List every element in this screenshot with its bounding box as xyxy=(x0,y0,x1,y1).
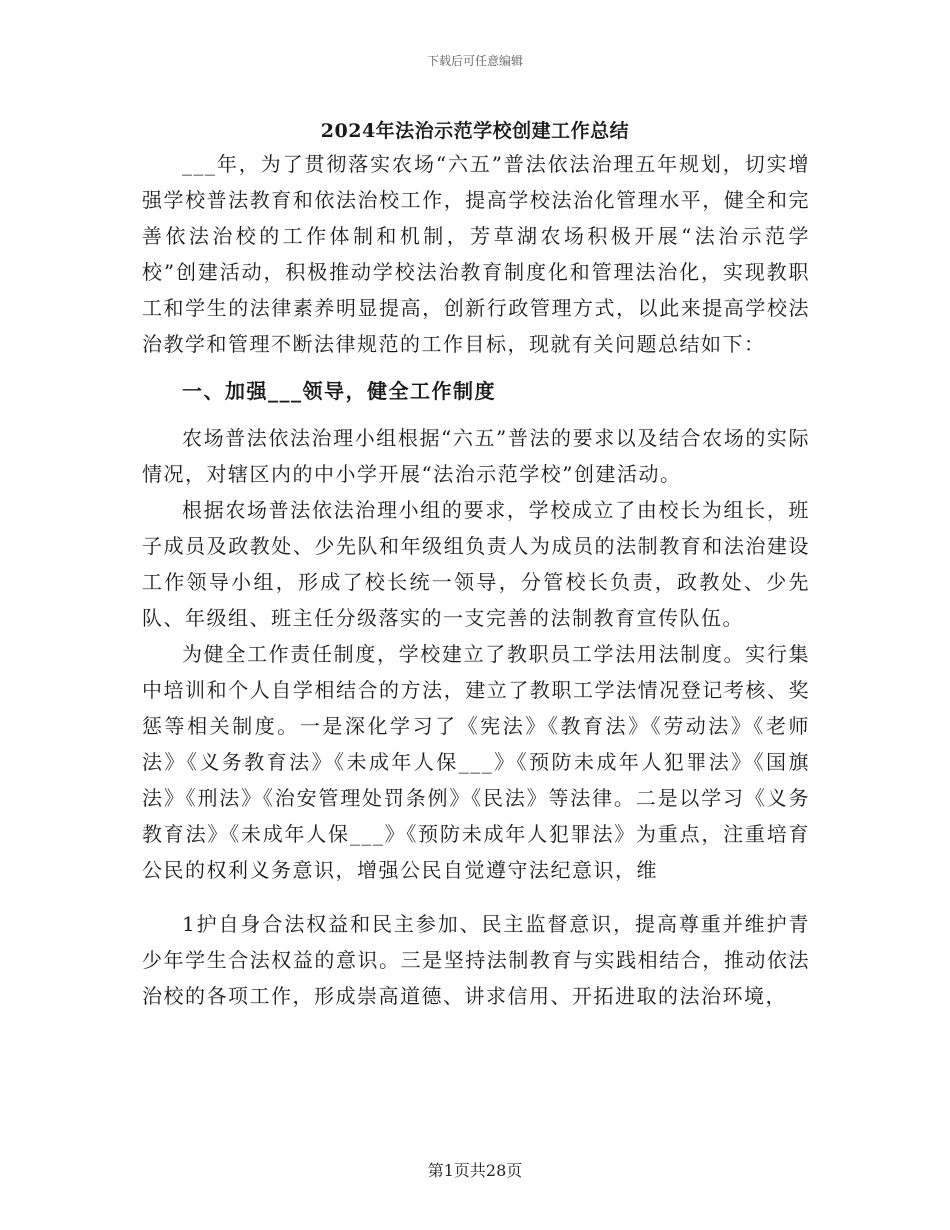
paragraph-1: 农场普法依法治理小组根据“六五”普法的要求以及结合农场的实际情况，对辖区内的中小学开展“法治示范学校”创建活动。 xyxy=(142,426,810,486)
section-heading: 一、加强___领导，健全工作制度 xyxy=(182,379,496,403)
intro-paragraph: ___年，为了贯彻落实农场“六五”普法依法治理五年规划，切实增强学校普法教育和依法治校工作，提高学校法治化管理水平，健全和完善依法治校的工作体制和机制，芳草湖农场积极开展“法治示范学校”创建活动，积极推动学校法治教育制度化和管理法治化，实现教职工和学生的法律素养明显提高，创新行政管理方式，以此来提高学校法治教学和管理不断法律规范的工作目标，现就有关问题总结如下： xyxy=(142,152,810,356)
page-footer: 第1页共28页 xyxy=(427,1161,523,1180)
paragraph-2: 根据农场普法依法治理小组的要求，学校成立了由校长为组长，班子成员及政教处、少先队和年级组负责人为成员的法制教育和法治建设工作领导小组，形成了校长统一领导，分管校长负责，政教处、少先队、年级组、班主任分级落实的一支完善的法制教育宣传队伍。 xyxy=(142,498,810,630)
header-note: 下载后可任意编辑 xyxy=(426,54,523,68)
paragraph-3: 为健全工作责任制度，学校建立了教职员工学法用法制度。实行集中培训和个人自学相结合的方法，建立了教职工学法情况登记考核、奖惩等相关制度。一是深化学习了《宪法》《教育法》《劳动法》《老师法》《义务教育法》《未成年人保___》《预防未成年人犯罪法》《国旗法》《刑法》《治安管理处罚条例》《民法》等法律。二是以学习《义务教育法》《未成年人保___》《预防未成年人犯罪法》为重点，注重培育公民的权利义务意识，增强公民自觉遵守法纪意识，维 xyxy=(142,642,810,882)
paragraph-4: 1护自身合法权益和民主参加、民主监督意识，提高尊重并维护青少年学生合法权益的意识。三是坚持法制教育与实践相结合，推动依法治校的各项工作，形成崇高道德、讲求信用、开拓进取的法治环境， xyxy=(142,912,810,1008)
document-title: 2024年法治示范学校创建工作总结 xyxy=(320,120,630,142)
document-body xyxy=(142,146,810,1014)
